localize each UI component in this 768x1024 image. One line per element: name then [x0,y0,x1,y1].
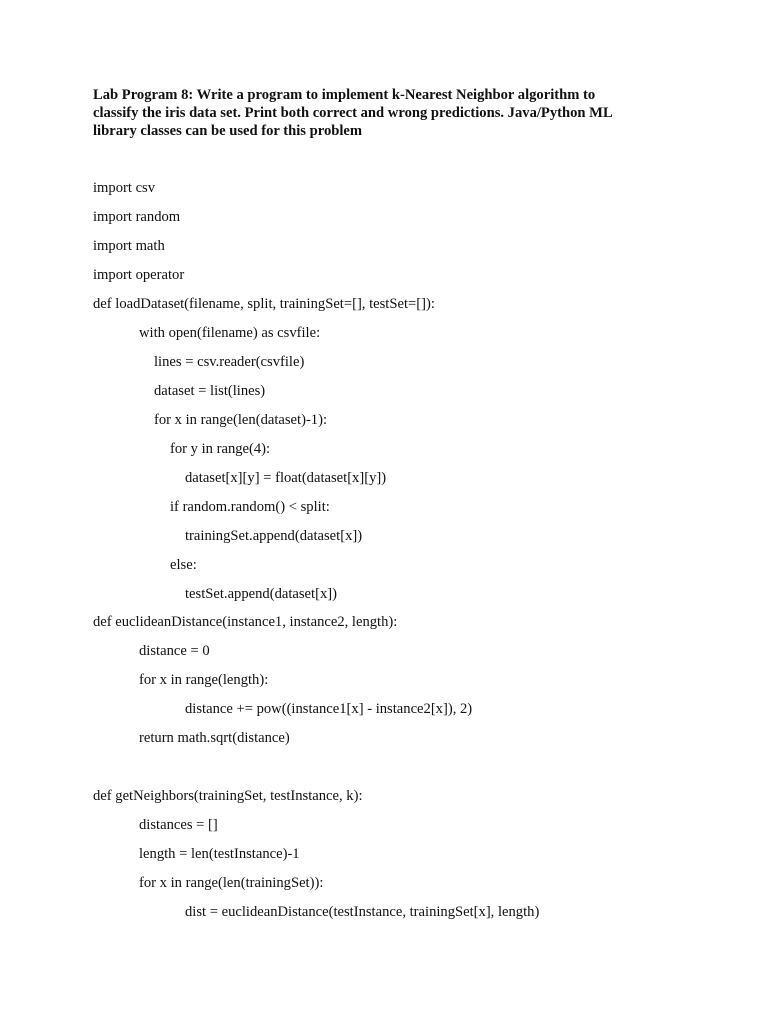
code-line: for x in range(len(trainingSet)): [139,875,324,891]
code-line: def loadDataset(filename, split, trainingSet=[], testSet=[]): [93,296,435,312]
heading-line: library classes can be used for this problem [93,123,363,139]
heading-line: Lab Program 8: Write a program to implement k-Nearest Neighbor algorithm to [93,87,596,103]
code-line: if random.random() < split: [170,499,330,515]
lab-program-heading [93,86,683,140]
code-line: testSet.append(dataset[x]) [185,586,337,602]
code-line: length = len(testInstance)-1 [139,846,300,862]
code-line: dist = euclideanDistance(testInstance, trainingSet[x], length) [185,904,540,920]
code-line: with open(filename) as csvfile: [139,325,321,341]
code-line: import random [93,209,181,225]
code-line: def euclideanDistance(instance1, instance2, length): [93,614,398,630]
code-line: distance += pow((instance1[x] - instance2[x]), 2) [185,701,473,717]
code-line: dataset[x][y] = float(dataset[x][y]) [185,470,387,486]
code-line: for x in range(len(dataset)-1): [154,412,328,428]
code-line: distance = 0 [139,643,210,659]
code-line: import math [93,238,165,254]
code-line: dataset = list(lines) [154,383,266,399]
code-line: lines = csv.reader(csvfile) [154,354,305,370]
code-line: def getNeighbors(trainingSet, testInstance, k): [93,788,363,804]
heading-line: classify the iris data set. Print both correct and wrong predictions. Java/Python ML [93,105,613,121]
code-line: import csv [93,180,156,196]
code-line: for y in range(4): [170,441,271,457]
code-line: for x in range(length): [139,672,269,688]
code-line: trainingSet.append(dataset[x]) [185,528,363,544]
code-line: else: [170,557,197,573]
code-line: distances = [] [139,817,218,833]
code-line: return math.sqrt(distance) [139,730,290,746]
code-line: import operator [93,267,185,283]
